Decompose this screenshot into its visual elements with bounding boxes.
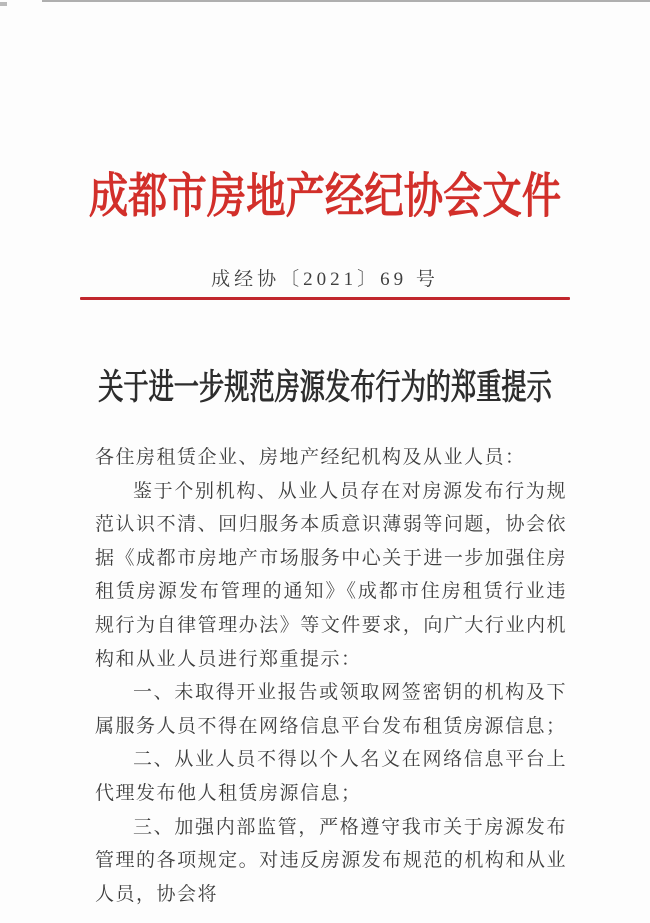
scan-artifact-top-line xyxy=(42,0,650,2)
document-title: 关于进一步规范房源发布行为的郑重提示 xyxy=(98,368,552,407)
red-divider-rule xyxy=(80,297,570,300)
document-number: 成经协〔2021〕69 号 xyxy=(211,269,439,290)
body-paragraph: 三、加强内部监管，严格遵守我市关于房源发布管理的各项规定。对违反房源发布规范的机构和从业人员，协会将 xyxy=(95,816,567,905)
body-paragraph: 二、从业人员不得以个人名义在网络信息平台上代理发布他人租赁房源信息； xyxy=(95,749,567,804)
letterhead-title: 成都市房地产经纪协会文件 xyxy=(88,170,562,223)
salutation-line: 各住房租赁企业、房地产经纪机构及从业人员： xyxy=(95,447,526,468)
body-paragraph: 鉴于个别机构、从业人员存在对房源发布行为规范认识不清、回归服务本质意识薄弱等问题，协会依据《成都市房地产市场服务中心关于进一步加强住房租赁房源发布管理的通知》《成都市住房租赁行业违规行为自律管理办法》等文件要求，向广大行业内机构和从业人员进行郑重提示： xyxy=(95,480,567,670)
body-paragraph: 一、未取得开业报告或领取网签密钥的机构及下属服务人员不得在网络信息平台发布租赁房源信息； xyxy=(95,682,567,737)
scan-artifact-corner-mark xyxy=(0,2,7,6)
document-body xyxy=(95,441,567,911)
